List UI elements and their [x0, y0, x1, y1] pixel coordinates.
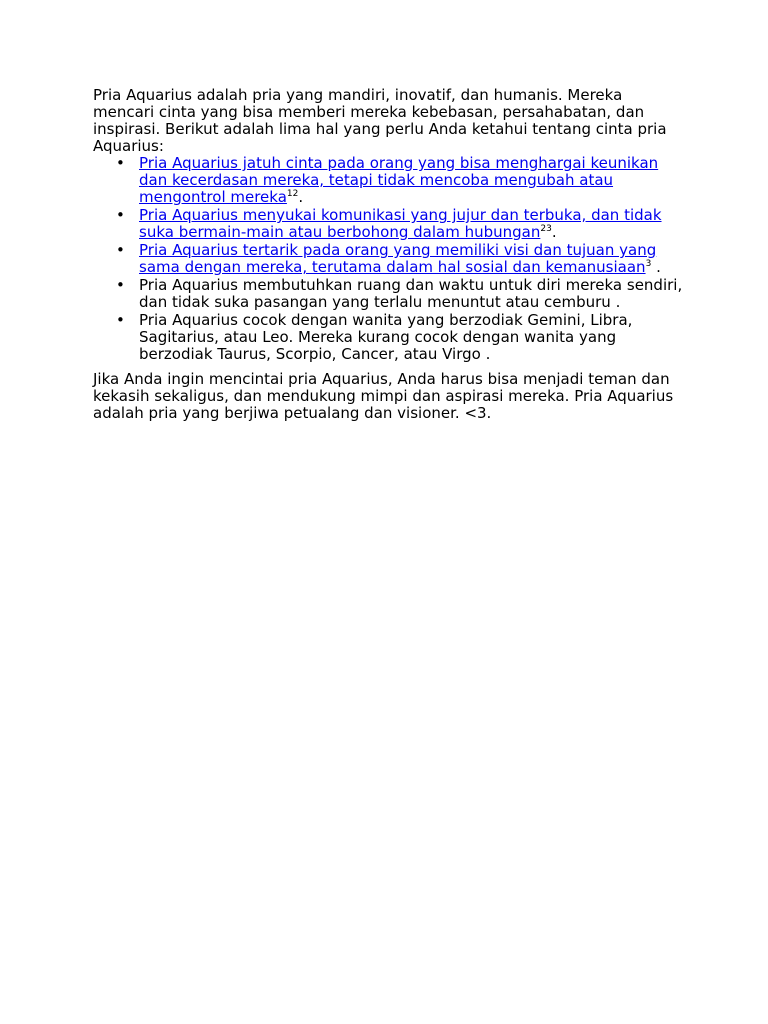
list-item [116, 154, 683, 206]
citation-ref[interactable]: 23 [540, 224, 552, 234]
bullet-icon: • [116, 154, 125, 172]
document-page [93, 87, 683, 422]
list-item [116, 206, 683, 241]
bullet-icon: • [116, 206, 125, 224]
item-text: Pria Aquarius cocok dengan wanita yang berzodiak Gemini, Libra, Sagitarius, atau Leo. Mereka kurang cocok dengan wanita yang berzodiak Taurus, Scorpio, Cancer, atau Virgo . [139, 311, 633, 363]
citation-ref[interactable]: 12 [286, 189, 299, 199]
item-link[interactable]: Pria Aquarius tertarik pada orang yang memiliki visi dan tujuan yang sama dengan mereka, terutama dalam hal sosial dan kemanusiaan [139, 241, 657, 276]
bullet-list [93, 155, 683, 363]
bullet-icon: • [116, 311, 125, 329]
citation-ref[interactable]: 3 [645, 259, 652, 269]
item-link[interactable]: Pria Aquarius menyukai komunikasi yang jujur dan terbuka, dan tidak suka bermain-main atau berbohong dalam hubungan [139, 206, 662, 241]
list-item [116, 241, 683, 276]
list-item [116, 311, 683, 363]
item-suffix: . [298, 188, 304, 206]
bullet-icon: • [116, 276, 125, 294]
closing-paragraph: Jika Anda ingin mencintai pria Aquarius, Anda harus bisa menjadi teman dan kekasih sekaligus, dan mendukung mimpi dan aspirasi mereka. Pria Aquarius adalah pria yang berjiwa petualang dan visioner. <3. [93, 370, 674, 422]
item-link[interactable]: Pria Aquarius jatuh cinta pada orang yang bisa menghargai keunikan dan kecerdasan mereka, tetapi tidak mencoba mengubah atau mengontrol mereka [139, 154, 659, 206]
bullet-icon: • [116, 241, 125, 259]
item-suffix: . [551, 223, 557, 241]
item-text: Pria Aquarius membutuhkan ruang dan waktu untuk diri mereka sendiri, dan tidak suka pasangan yang terlalu menuntut atau cemburu . [139, 276, 683, 311]
intro-paragraph: Pria Aquarius adalah pria yang mandiri, inovatif, dan humanis. Mereka mencari cinta yang bisa memberi mereka kebebasan, persahabatan, dan inspirasi. Berikut adalah lima hal yang perlu Anda ketahui tentang cinta pria Aquarius: [93, 86, 667, 155]
item-suffix: . [651, 258, 661, 276]
list-item [116, 276, 683, 311]
